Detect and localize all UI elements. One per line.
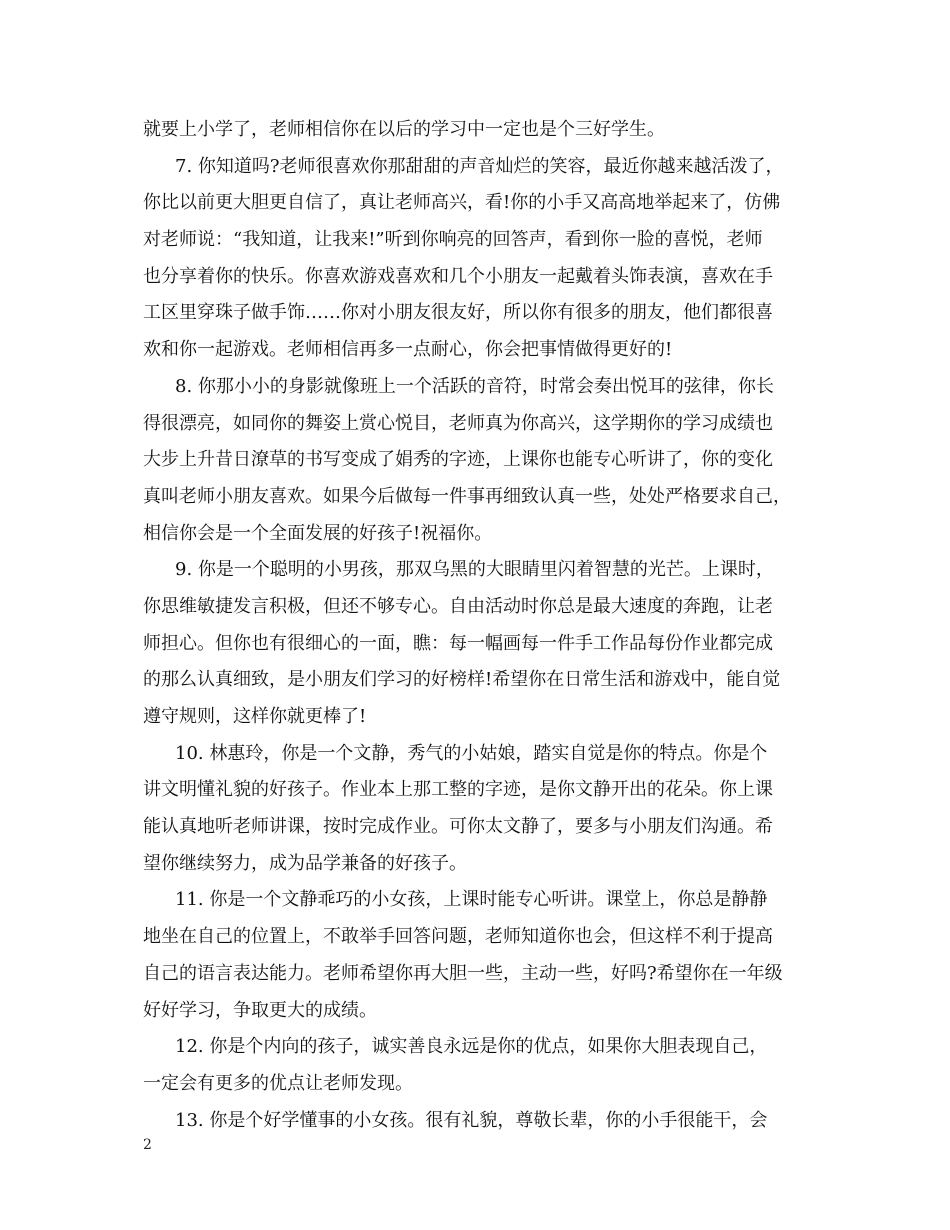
text-line: 得很漂亮，如同你的舞姿上赏心悦目，老师真为你高兴，这学期你的学习成绩也 (143, 412, 773, 434)
text-line: 能认真地听老师讲课，按时完成作业。可你太文静了，要多与小朋友们沟通。希 (143, 816, 773, 838)
text-line: 师担心。但你也有很细心的一面，瞧：每一幅画每一件手工作品每份作业都完成 (143, 632, 773, 654)
text-line: 真叫老师小朋友喜欢。如果今后做每一件事再细致认真一些，处处严格要求自己， (143, 485, 791, 507)
text-line: 自己的语言表达能力。老师希望你再大胆一些，主动一些，好吗?希望你在一年级 (143, 962, 783, 984)
text-line: 相信你会是一个全面发展的好孩子!祝福你。 (143, 522, 493, 544)
text-line: 13. 你是个好学懂事的小女孩。很有礼貌，尊敬长辈，你的小手很能干，会 (175, 1109, 768, 1131)
text-line: 你比以前更大胆更自信了，真让老师高兴，看!你的小手又高高地举起来了，仿佛 (143, 192, 781, 214)
text-line: 10. 林惠玲，你是一个文静，秀气的小姑娘，踏实自觉是你的特点。你是个 (175, 742, 768, 764)
text-line: 地坐在自己的位置上，不敢举手回答问题，老师知道你也会，但这样不利于提高 (143, 926, 773, 948)
text-line: 好好学习，争取更大的成绩。 (143, 999, 377, 1021)
text-line: 欢和你一起游戏。老师相信再多一点耐心，你会把事情做得更好的! (143, 339, 673, 361)
text-line: 你思维敏捷发言积极，但还不够专心。自由活动时你总是最大速度的奔跑，让老 (143, 595, 773, 617)
text-line: 工区里穿珠子做手饰……你对小朋友很友好，所以你有很多的朋友，他们都很喜 (143, 302, 773, 324)
text-line: 遵守规则，这样你就更棒了! (143, 706, 367, 727)
text-line: 9. 你是一个聪明的小男孩，那双乌黑的大眼睛里闪着智慧的光芒。上课时， (175, 559, 774, 581)
text-line: 12. 你是个内向的孩子，诚实善良永远是你的优点，如果你大胆表现自己， (175, 1036, 768, 1058)
document-body (143, 112, 813, 1139)
text-line: 对老师说：“我知道，让我来!”听到你响亮的回答声，看到你一脸的喜悦，老师 (143, 229, 763, 251)
text-line: 大步上升昔日潦草的书写变成了娟秀的字迹，上课你也能专心听讲了，你的变化 (143, 449, 773, 471)
text-line: 讲文明懂礼貌的好孩子。作业本上那工整的字迹，是你文静开出的花朵。你上课 (143, 779, 773, 801)
text-line: 一定会有更多的优点让老师发现。 (143, 1072, 413, 1094)
text-line: 11. 你是一个文静乖巧的小女孩，上课时能专心听讲。课堂上，你总是静静 (175, 889, 768, 911)
text-line: 8. 你那小小的身影就像班上一个活跃的音符，时常会奏出悦耳的弦律，你长 (175, 375, 774, 397)
text-line: 的那么认真细致，是小朋友们学习的好榜样!希望你在日常生活和游戏中，能自觉 (143, 669, 781, 691)
text-line: 也分享着你的快乐。你喜欢游戏喜欢和几个小朋友一起戴着头饰表演，喜欢在手 (143, 265, 773, 287)
page-number: 2 (143, 1137, 152, 1153)
text-line: 就要上小学了，老师相信你在以后的学习中一定也是个三好学生。 (143, 119, 665, 140)
text-line: 望你继续努力，成为品学兼备的好孩子。 (143, 852, 467, 874)
text-line: 7. 你知道吗?老师很喜欢你那甜甜的声音灿烂的笑容，最近你越来越活泼了， (175, 155, 784, 177)
